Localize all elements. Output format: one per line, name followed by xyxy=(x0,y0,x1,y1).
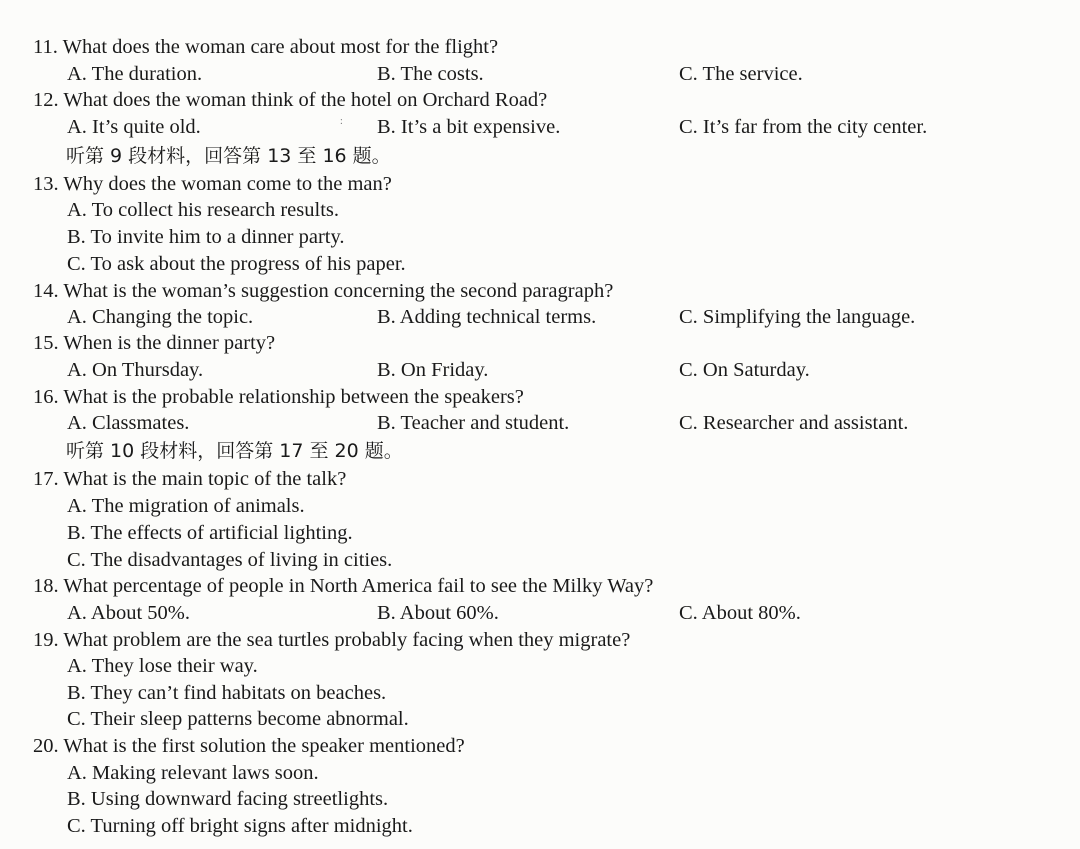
q12-option-b: B. It’s a bit expensive. xyxy=(377,116,561,138)
question-15: 15. When is the dinner party? xyxy=(33,332,276,354)
question-18: 18. What percentage of people in North America fail to see the Milky Way? xyxy=(33,575,654,597)
question-16: 16. What is the probable relationship between the speakers? xyxy=(33,386,524,408)
q14-option-c: C. Simplifying the language. xyxy=(679,306,916,328)
question-17: 17. What is the main topic of the talk? xyxy=(33,468,347,490)
q19-option-c: C. Their sleep patterns become abnormal. xyxy=(67,708,409,730)
q11-option-b: B. The costs. xyxy=(377,63,484,85)
q15-option-a: A. On Thursday. xyxy=(67,359,204,381)
q17-option-b: B. The effects of artificial lighting. xyxy=(67,522,353,544)
q19-option-a: A. They lose their way. xyxy=(67,655,258,677)
q13-option-c: C. To ask about the progress of his paper. xyxy=(67,253,406,275)
q16-option-a: A. Classmates. xyxy=(67,412,190,434)
q12-option-c: C. It’s far from the city center. xyxy=(679,116,928,138)
q16-option-c: C. Researcher and assistant. xyxy=(679,412,909,434)
q12-option-a: A. It’s quite old. xyxy=(67,116,201,138)
q13-option-a: A. To collect his research results. xyxy=(67,199,340,221)
question-19: 19. What problem are the sea turtles probably facing when they migrate? xyxy=(33,629,631,651)
q19-option-b: B. They can’t find habitats on beaches. xyxy=(67,682,387,704)
q20-option-a: A. Making relevant laws soon. xyxy=(67,762,319,784)
section-heading-10: 听第 10 段材料，回答第 17 至 20 题。 xyxy=(66,440,403,462)
q17-option-a: A. The migration of animals. xyxy=(67,495,305,517)
question-11: 11. What does the woman care about most for the flight? xyxy=(33,36,499,58)
q11-option-a: A. The duration. xyxy=(67,63,203,85)
question-13: 13. Why does the woman come to the man? xyxy=(33,173,392,195)
q14-option-b: B. Adding technical terms. xyxy=(377,306,597,328)
question-12: 12. What does the woman think of the hotel on Orchard Road? xyxy=(33,89,548,111)
stray-mark: : xyxy=(340,116,343,127)
question-14: 14. What is the woman’s suggestion concerning the second paragraph? xyxy=(33,280,614,302)
q18-option-c: C. About 80%. xyxy=(679,602,801,624)
q13-option-b: B. To invite him to a dinner party. xyxy=(67,226,345,248)
q15-option-c: C. On Saturday. xyxy=(679,359,810,381)
q14-option-a: A. Changing the topic. xyxy=(67,306,254,328)
q18-option-a: A. About 50%. xyxy=(67,602,190,624)
section-heading-9: 听第 9 段材料，回答第 13 至 16 题。 xyxy=(66,145,391,167)
question-20: 20. What is the first solution the speaker mentioned? xyxy=(33,735,465,757)
q20-option-b: B. Using downward facing streetlights. xyxy=(67,788,389,810)
q11-option-c: C. The service. xyxy=(679,63,803,85)
q15-option-b: B. On Friday. xyxy=(377,359,489,381)
q20-option-c: C. Turning off bright signs after midnight. xyxy=(67,815,413,837)
q18-option-b: B. About 60%. xyxy=(377,602,499,624)
q17-option-c: C. The disadvantages of living in cities. xyxy=(67,549,393,571)
q16-option-b: B. Teacher and student. xyxy=(377,412,570,434)
